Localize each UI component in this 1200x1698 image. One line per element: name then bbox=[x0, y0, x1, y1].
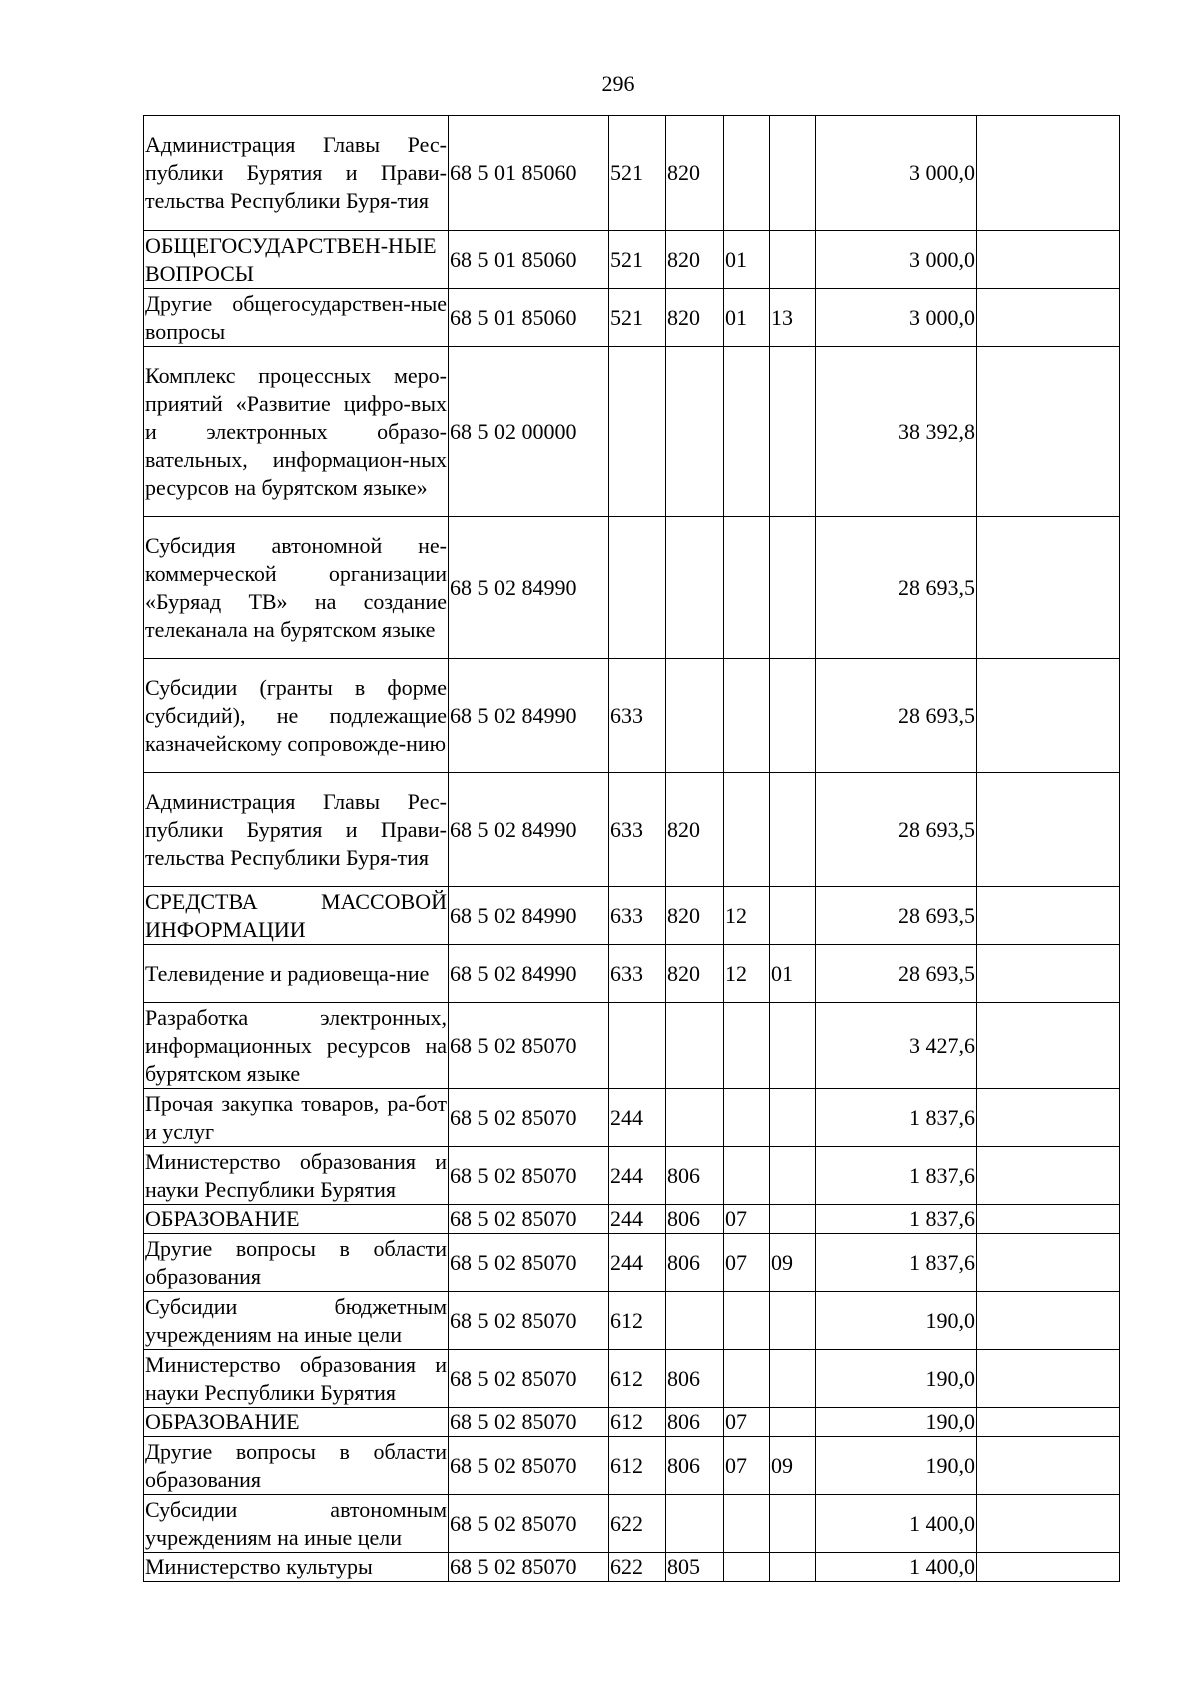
subsection-code: 13 bbox=[770, 289, 816, 347]
table-row bbox=[144, 1205, 1120, 1234]
expense-type-code: 612 bbox=[609, 1437, 666, 1495]
amount: 38 392,8 bbox=[816, 347, 977, 517]
subsection-code bbox=[770, 659, 816, 773]
subsection-code: 09 bbox=[770, 1234, 816, 1292]
target-code: 68 5 02 85070 bbox=[449, 1553, 609, 1582]
grbs-code: 820 bbox=[666, 289, 724, 347]
expense-type-code: 521 bbox=[609, 289, 666, 347]
expense-type-code bbox=[609, 517, 666, 659]
section-code bbox=[724, 773, 770, 887]
row-name: Министерство образования и науки Республики Бурятия bbox=[144, 1350, 449, 1408]
table-row bbox=[144, 1553, 1120, 1582]
row-name: Администрация Главы Рес-публики Бурятия и Прави-тельства Республики Буря-тия bbox=[144, 116, 449, 231]
target-code: 68 5 02 85070 bbox=[449, 1089, 609, 1147]
row-name: ОБРАЗОВАНИЕ bbox=[144, 1205, 449, 1234]
row-name: Другие вопросы в области образования bbox=[144, 1437, 449, 1495]
row-name: Прочая закупка товаров, ра-бот и услуг bbox=[144, 1089, 449, 1147]
amount: 28 693,5 bbox=[816, 659, 977, 773]
grbs-code bbox=[666, 1003, 724, 1089]
table-row bbox=[144, 1003, 1120, 1089]
table-row bbox=[144, 347, 1120, 517]
section-code: 07 bbox=[724, 1205, 770, 1234]
target-code: 68 5 02 85070 bbox=[449, 1205, 609, 1234]
table-row bbox=[144, 1089, 1120, 1147]
grbs-code: 806 bbox=[666, 1205, 724, 1234]
amount: 1 837,6 bbox=[816, 1089, 977, 1147]
empty-cell bbox=[977, 1147, 1120, 1205]
grbs-code bbox=[666, 1089, 724, 1147]
empty-cell bbox=[977, 289, 1120, 347]
target-code: 68 5 02 85070 bbox=[449, 1292, 609, 1350]
empty-cell bbox=[977, 1437, 1120, 1495]
amount: 1 837,6 bbox=[816, 1205, 977, 1234]
grbs-code bbox=[666, 517, 724, 659]
expense-type-code: 244 bbox=[609, 1089, 666, 1147]
section-code bbox=[724, 517, 770, 659]
expense-type-code: 622 bbox=[609, 1553, 666, 1582]
row-name: Субсидия автономной не-коммерческой организации «Буряад ТВ» на создание телеканала на бурятском языке bbox=[144, 517, 449, 659]
grbs-code bbox=[666, 1292, 724, 1350]
subsection-code bbox=[770, 1292, 816, 1350]
section-code bbox=[724, 659, 770, 773]
expense-type-code: 633 bbox=[609, 887, 666, 945]
grbs-code: 806 bbox=[666, 1234, 724, 1292]
table-row bbox=[144, 289, 1120, 347]
section-code bbox=[724, 1350, 770, 1408]
target-code: 68 5 02 00000 bbox=[449, 347, 609, 517]
grbs-code bbox=[666, 1495, 724, 1553]
empty-cell bbox=[977, 1350, 1120, 1408]
grbs-code: 820 bbox=[666, 231, 724, 289]
table-row bbox=[144, 1408, 1120, 1437]
expense-type-code bbox=[609, 347, 666, 517]
section-code: 01 bbox=[724, 289, 770, 347]
grbs-code: 820 bbox=[666, 116, 724, 231]
expense-type-code: 612 bbox=[609, 1292, 666, 1350]
subsection-code: 01 bbox=[770, 945, 816, 1003]
subsection-code bbox=[770, 1089, 816, 1147]
empty-cell bbox=[977, 945, 1120, 1003]
subsection-code bbox=[770, 1495, 816, 1553]
subsection-code bbox=[770, 773, 816, 887]
amount: 1 400,0 bbox=[816, 1553, 977, 1582]
subsection-code bbox=[770, 1553, 816, 1582]
grbs-code bbox=[666, 659, 724, 773]
subsection-code bbox=[770, 517, 816, 659]
empty-cell bbox=[977, 773, 1120, 887]
grbs-code bbox=[666, 347, 724, 517]
grbs-code: 806 bbox=[666, 1350, 724, 1408]
section-code bbox=[724, 1089, 770, 1147]
amount: 1 400,0 bbox=[816, 1495, 977, 1553]
empty-cell bbox=[977, 231, 1120, 289]
section-code: 01 bbox=[724, 231, 770, 289]
target-code: 68 5 02 84990 bbox=[449, 517, 609, 659]
grbs-code: 820 bbox=[666, 945, 724, 1003]
grbs-code: 806 bbox=[666, 1437, 724, 1495]
grbs-code: 820 bbox=[666, 887, 724, 945]
table-row bbox=[144, 517, 1120, 659]
target-code: 68 5 02 84990 bbox=[449, 773, 609, 887]
amount: 190,0 bbox=[816, 1437, 977, 1495]
grbs-code: 806 bbox=[666, 1147, 724, 1205]
expense-type-code: 521 bbox=[609, 116, 666, 231]
table-row bbox=[144, 116, 1120, 231]
target-code: 68 5 02 85070 bbox=[449, 1350, 609, 1408]
subsection-code bbox=[770, 347, 816, 517]
subsection-code bbox=[770, 887, 816, 945]
section-code bbox=[724, 347, 770, 517]
page-number: 296 bbox=[601, 71, 635, 96]
subsection-code bbox=[770, 1205, 816, 1234]
target-code: 68 5 02 85070 bbox=[449, 1147, 609, 1205]
expense-type-code: 622 bbox=[609, 1495, 666, 1553]
subsection-code bbox=[770, 231, 816, 289]
section-code bbox=[724, 1495, 770, 1553]
amount: 28 693,5 bbox=[816, 517, 977, 659]
amount: 1 837,6 bbox=[816, 1234, 977, 1292]
row-name: Другие вопросы в области образования bbox=[144, 1234, 449, 1292]
row-name: Субсидии автономным учреждениям на иные цели bbox=[144, 1495, 449, 1553]
subsection-code: 09 bbox=[770, 1437, 816, 1495]
row-name: Субсидии бюджетным учреждениям на иные цели bbox=[144, 1292, 449, 1350]
target-code: 68 5 02 85070 bbox=[449, 1003, 609, 1089]
empty-cell bbox=[977, 1089, 1120, 1147]
amount: 3 000,0 bbox=[816, 289, 977, 347]
table-row bbox=[144, 1292, 1120, 1350]
expense-type-code: 633 bbox=[609, 773, 666, 887]
section-code bbox=[724, 1553, 770, 1582]
empty-cell bbox=[977, 517, 1120, 659]
expense-type-code: 244 bbox=[609, 1205, 666, 1234]
amount: 1 837,6 bbox=[816, 1147, 977, 1205]
row-name: ОБРАЗОВАНИЕ bbox=[144, 1408, 449, 1437]
amount: 190,0 bbox=[816, 1292, 977, 1350]
amount: 190,0 bbox=[816, 1350, 977, 1408]
empty-cell bbox=[977, 659, 1120, 773]
table-row bbox=[144, 1495, 1120, 1553]
amount: 3 427,6 bbox=[816, 1003, 977, 1089]
table-row bbox=[144, 1350, 1120, 1408]
expense-type-code: 612 bbox=[609, 1408, 666, 1437]
grbs-code: 805 bbox=[666, 1553, 724, 1582]
empty-cell bbox=[977, 1292, 1120, 1350]
table-row bbox=[144, 773, 1120, 887]
empty-cell bbox=[977, 1408, 1120, 1437]
section-code bbox=[724, 1147, 770, 1205]
row-name: Телевидение и радиовеща-ние bbox=[144, 945, 449, 1003]
row-name: ОБЩЕГОСУДАРСТВЕН-НЫЕ ВОПРОСЫ bbox=[144, 231, 449, 289]
target-code: 68 5 02 84990 bbox=[449, 659, 609, 773]
row-name: Министерство образования и науки Республики Бурятия bbox=[144, 1147, 449, 1205]
section-code: 12 bbox=[724, 887, 770, 945]
grbs-code: 820 bbox=[666, 773, 724, 887]
target-code: 68 5 02 85070 bbox=[449, 1495, 609, 1553]
amount: 3 000,0 bbox=[816, 116, 977, 231]
target-code: 68 5 01 85060 bbox=[449, 116, 609, 231]
target-code: 68 5 01 85060 bbox=[449, 231, 609, 289]
section-code: 07 bbox=[724, 1408, 770, 1437]
target-code: 68 5 02 84990 bbox=[449, 887, 609, 945]
table-row bbox=[144, 659, 1120, 773]
subsection-code bbox=[770, 1350, 816, 1408]
target-code: 68 5 02 84990 bbox=[449, 945, 609, 1003]
empty-cell bbox=[977, 347, 1120, 517]
expense-type-code: 244 bbox=[609, 1234, 666, 1292]
row-name: Разработка электронных, информационных ресурсов на бурятском языке bbox=[144, 1003, 449, 1089]
grbs-code: 806 bbox=[666, 1408, 724, 1437]
section-code: 07 bbox=[724, 1437, 770, 1495]
expense-type-code: 633 bbox=[609, 659, 666, 773]
amount: 28 693,5 bbox=[816, 773, 977, 887]
target-code: 68 5 02 85070 bbox=[449, 1408, 609, 1437]
subsection-code bbox=[770, 116, 816, 231]
expense-type-code bbox=[609, 1003, 666, 1089]
expense-type-code: 521 bbox=[609, 231, 666, 289]
expense-type-code: 612 bbox=[609, 1350, 666, 1408]
row-name: Администрация Главы Рес-публики Бурятия и Прави-тельства Республики Буря-тия bbox=[144, 773, 449, 887]
empty-cell bbox=[977, 1003, 1120, 1089]
table-row bbox=[144, 1147, 1120, 1205]
section-code bbox=[724, 1292, 770, 1350]
expense-type-code: 244 bbox=[609, 1147, 666, 1205]
section-code bbox=[724, 1003, 770, 1089]
section-code bbox=[724, 116, 770, 231]
table-row bbox=[144, 231, 1120, 289]
table-row bbox=[144, 1234, 1120, 1292]
amount: 28 693,5 bbox=[816, 945, 977, 1003]
row-name: Другие общегосударствен-ные вопросы bbox=[144, 289, 449, 347]
target-code: 68 5 02 85070 bbox=[449, 1234, 609, 1292]
target-code: 68 5 01 85060 bbox=[449, 289, 609, 347]
table-row bbox=[144, 945, 1120, 1003]
amount: 28 693,5 bbox=[816, 887, 977, 945]
empty-cell bbox=[977, 887, 1120, 945]
empty-cell bbox=[977, 116, 1120, 231]
amount: 190,0 bbox=[816, 1408, 977, 1437]
subsection-code bbox=[770, 1408, 816, 1437]
row-name: Министерство культуры bbox=[144, 1553, 449, 1582]
table-row bbox=[144, 1437, 1120, 1495]
table-row bbox=[144, 887, 1120, 945]
section-code: 07 bbox=[724, 1234, 770, 1292]
empty-cell bbox=[977, 1205, 1120, 1234]
row-name: Субсидии (гранты в форме субсидий), не подлежащие казначейскому сопровожде-нию bbox=[144, 659, 449, 773]
amount: 3 000,0 bbox=[816, 231, 977, 289]
row-name: СРЕДСТВА МАССОВОЙ ИНФОРМАЦИИ bbox=[144, 887, 449, 945]
budget-table bbox=[143, 115, 1120, 1582]
row-name: Комплекс процессных меро-приятий «Развитие цифро-вых и электронных образо-вательных, информацион-ных ресурсов на бурятском языке» bbox=[144, 347, 449, 517]
empty-cell bbox=[977, 1495, 1120, 1553]
section-code: 12 bbox=[724, 945, 770, 1003]
expense-type-code: 633 bbox=[609, 945, 666, 1003]
empty-cell bbox=[977, 1234, 1120, 1292]
empty-cell bbox=[977, 1553, 1120, 1582]
target-code: 68 5 02 85070 bbox=[449, 1437, 609, 1495]
subsection-code bbox=[770, 1003, 816, 1089]
subsection-code bbox=[770, 1147, 816, 1205]
